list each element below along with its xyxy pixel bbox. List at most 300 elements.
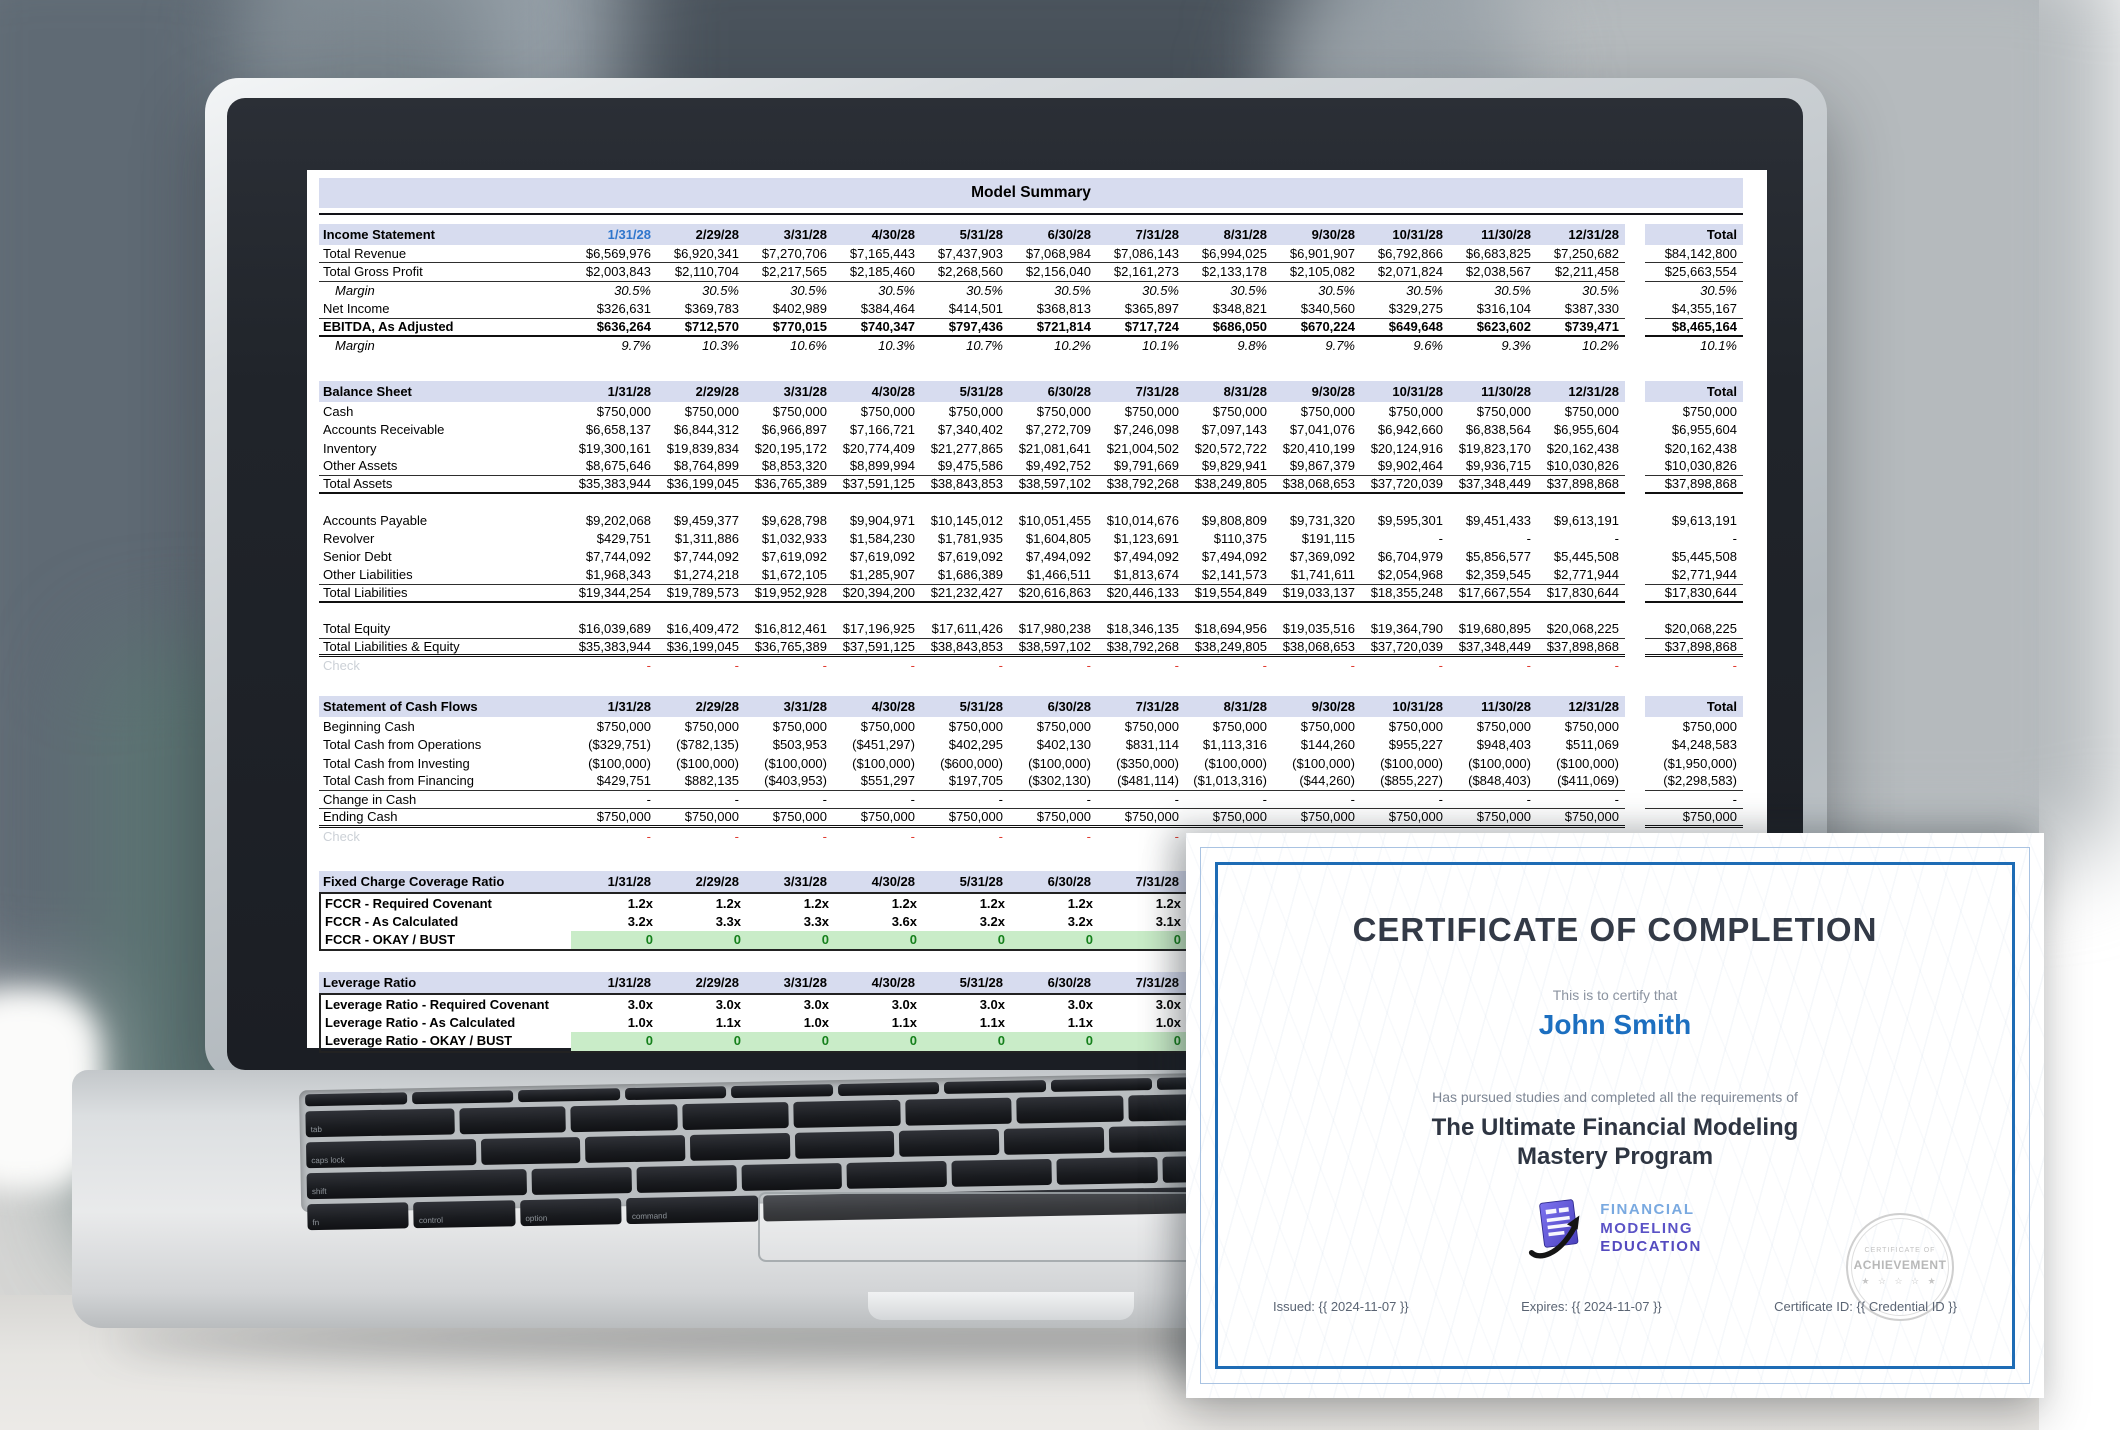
value-cell: 10.7%: [966, 338, 1003, 354]
value-cell: ($329,751): [588, 737, 651, 753]
value-cell: $1,781,935: [937, 531, 1003, 547]
value-cell: $717,724: [1097, 319, 1185, 337]
value-cell: $8,899,994: [833, 458, 921, 476]
value-cell: $1,123,691: [1113, 531, 1179, 547]
value-cell: $20,195,172: [754, 440, 827, 456]
value-cell: $402,295: [948, 737, 1003, 753]
value-cell: $6,920,341: [657, 245, 745, 263]
value-cell: $20,410,199: [1282, 440, 1355, 456]
row-label: Total Equity: [319, 620, 569, 638]
value-cell: -: [734, 829, 739, 845]
value-cell: 30.5%: [1230, 283, 1267, 299]
total-column-header: Total: [1645, 224, 1743, 245]
column-header: 11/30/28: [1449, 696, 1537, 717]
value-cell: 3.0x: [1067, 996, 1093, 1012]
value-cell: 9.6%: [1413, 338, 1443, 354]
keyboard-key: [459, 1106, 566, 1134]
value-cell: [1009, 603, 1097, 620]
value-cell: $750,000: [1449, 809, 1537, 827]
total-cell: $9,613,191: [1671, 512, 1737, 528]
value-cell: [657, 494, 745, 511]
value-cell: $38,597,102: [1009, 639, 1097, 657]
value-cell: ($100,000): [1028, 755, 1091, 771]
value-cell: $8,853,320: [745, 458, 833, 476]
value-cell: 0: [659, 1032, 747, 1050]
value-cell: $316,104: [1449, 300, 1537, 318]
value-cell: ($600,000): [940, 755, 1003, 771]
row-label: Leverage Ratio - As Calculated: [325, 1015, 516, 1031]
total-cell: $6,955,604: [1671, 422, 1737, 438]
value-cell: [833, 603, 921, 620]
keyboard-key: [905, 1098, 1012, 1126]
total-cell: -: [1645, 791, 1743, 809]
value-cell: [1273, 603, 1361, 620]
value-cell: $7,494,092: [1025, 549, 1091, 565]
value-cell: 9.7%: [621, 338, 651, 354]
value-cell: -: [1438, 531, 1443, 547]
row-label: Check: [323, 829, 360, 845]
value-cell: $38,068,653: [1273, 639, 1361, 657]
value-cell: $37,898,868: [1537, 476, 1625, 494]
total-cell: -: [1732, 658, 1737, 674]
keyboard-key: [585, 1135, 685, 1163]
value-cell: $750,000: [596, 718, 651, 734]
section-label: Income Statement: [319, 224, 569, 245]
value-cell: $750,000: [1124, 718, 1179, 734]
value-cell: $110,375: [1213, 531, 1267, 547]
value-cell: 0: [1099, 1032, 1187, 1050]
column-gutter: [1625, 657, 1645, 675]
value-cell: $750,000: [1212, 718, 1267, 734]
column-gutter: [1625, 548, 1645, 566]
value-cell: $19,952,928: [745, 585, 833, 603]
value-cell: $402,989: [745, 300, 833, 318]
row-label: Other Assets: [319, 458, 569, 476]
value-cell: 30.5%: [1406, 283, 1443, 299]
value-cell: 3.2x: [1067, 913, 1093, 929]
column-header: 3/31/28: [745, 696, 833, 717]
fme-logo-line3: EDUCATION: [1600, 1238, 1702, 1256]
value-cell: $38,249,805: [1185, 639, 1273, 657]
row-label: Net Income: [319, 300, 569, 318]
value-cell: 3.3x: [715, 913, 741, 929]
column-gutter: [1625, 791, 1645, 809]
value-cell: 1.0x: [1155, 1015, 1181, 1031]
table-row: [319, 476, 1743, 494]
value-cell: $7,250,682: [1537, 245, 1625, 263]
row-label: Beginning Cash: [323, 718, 415, 734]
value-cell: $750,000: [745, 809, 833, 827]
keyboard-key: [305, 1108, 454, 1137]
keyboard-key: [1016, 1096, 1123, 1124]
value-cell: $9,791,669: [1097, 458, 1185, 476]
value-cell: $1,113,316: [1202, 737, 1267, 753]
value-cell: $18,346,135: [1097, 620, 1185, 638]
value-cell: $9,829,941: [1185, 458, 1273, 476]
value-cell: $36,765,389: [745, 639, 833, 657]
column-gutter: [1625, 809, 1645, 827]
row-label: [319, 603, 569, 620]
value-cell: $387,330: [1537, 300, 1625, 318]
value-cell: $6,683,825: [1449, 245, 1537, 263]
column-gutter: [1625, 245, 1645, 263]
certify-line: This is to certify that: [1552, 987, 1678, 1003]
key-label: command: [631, 1211, 668, 1222]
total-cell: [1645, 603, 1743, 620]
value-cell: $7,494,092: [1113, 549, 1179, 565]
value-cell: $2,133,178: [1185, 263, 1273, 281]
column-header: 6/30/28: [1009, 224, 1097, 245]
row-label: Total Gross Profit: [319, 263, 569, 281]
value-cell: $7,619,092: [849, 549, 915, 565]
value-cell: 1.2x: [1067, 895, 1093, 911]
value-cell: $36,199,045: [657, 476, 745, 494]
value-cell: $8,764,899: [657, 458, 745, 476]
value-cell: $329,275: [1361, 300, 1449, 318]
value-cell: $17,667,554: [1449, 585, 1537, 603]
value-cell: [1361, 494, 1449, 511]
value-cell: -: [822, 829, 827, 845]
keyboard-key: [520, 1198, 622, 1226]
keyboard-key: [624, 1086, 726, 1100]
value-cell: $750,000: [921, 809, 1009, 827]
total-cell: $2,771,944: [1645, 566, 1743, 584]
value-cell: $750,000: [1009, 809, 1097, 827]
total-cell: $4,248,583: [1671, 737, 1737, 753]
column-header: 7/31/28: [1097, 696, 1185, 717]
fme-logo-line2: MODELING: [1600, 1219, 1694, 1237]
value-cell: -: [1086, 658, 1091, 674]
column-header: 10/31/28: [1361, 224, 1449, 245]
column-header: 2/29/28: [657, 871, 745, 892]
value-cell: [569, 494, 657, 511]
value-cell: $750,000: [1124, 403, 1179, 419]
value-cell: 1.0x: [803, 1015, 829, 1031]
value-cell: -: [1174, 829, 1179, 845]
value-cell: -: [745, 791, 833, 809]
value-cell: [921, 494, 1009, 511]
value-cell: $1,741,611: [1273, 566, 1361, 584]
total-cell: $750,000: [1645, 809, 1743, 827]
value-cell: $19,300,161: [578, 440, 651, 456]
table-row: [319, 439, 1743, 457]
value-cell: $19,839,834: [666, 440, 739, 456]
value-cell: $6,569,976: [569, 245, 657, 263]
trackpad: [758, 1192, 1198, 1262]
total-cell: ($2,298,583): [1645, 773, 1743, 791]
column-header: 12/31/28: [1537, 224, 1625, 245]
value-cell: 0: [1011, 931, 1099, 949]
row-label: Cash: [323, 403, 354, 419]
value-cell: $2,003,843: [569, 263, 657, 281]
value-cell: $9,451,433: [1465, 512, 1531, 528]
column-gutter: [1625, 337, 1645, 355]
keyboard-key: [952, 1159, 1053, 1187]
value-cell: $750,000: [860, 403, 915, 419]
value-cell: -: [921, 791, 1009, 809]
section-label: Balance Sheet: [319, 381, 569, 402]
column-gutter: [1625, 476, 1645, 494]
value-cell: 1.2x: [715, 895, 741, 911]
value-cell: $1,968,343: [569, 566, 657, 584]
value-cell: $6,658,137: [585, 422, 651, 438]
keyboard-key: [412, 1090, 514, 1104]
keyboard-key: [794, 1100, 901, 1128]
value-cell: $831,114: [1125, 737, 1179, 753]
value-cell: $369,783: [657, 300, 745, 318]
value-cell: [1185, 603, 1273, 620]
column-header: 5/31/28: [921, 972, 1009, 993]
column-gutter: [1625, 736, 1645, 754]
value-cell: ($100,000): [676, 755, 739, 771]
row-label: Accounts Receivable: [323, 422, 445, 438]
value-cell: $21,081,641: [1018, 440, 1091, 456]
total-cell: -: [1732, 531, 1737, 547]
total-column-header: Total: [1645, 696, 1743, 717]
value-cell: $5,856,577: [1465, 549, 1531, 565]
column-gutter: [1625, 263, 1645, 281]
value-cell: $6,704,979: [1377, 549, 1443, 565]
column-gutter: [1625, 696, 1645, 717]
column-header: 1/31/28: [569, 871, 657, 892]
column-header: 5/31/28: [921, 696, 1009, 717]
value-cell: $340,560: [1273, 300, 1361, 318]
seal-line1: CERTIFICATE OF: [1864, 1247, 1936, 1254]
key-label: shift: [311, 1186, 327, 1197]
value-cell: ($782,135): [676, 737, 739, 753]
column-header: 1/31/28: [569, 696, 657, 717]
value-cell: $18,355,248: [1361, 585, 1449, 603]
value-cell: ($100,000): [1292, 755, 1355, 771]
total-cell: $10,030,826: [1645, 458, 1743, 476]
column-gutter: [1625, 773, 1645, 791]
value-cell: $2,156,040: [1009, 263, 1097, 281]
value-cell: $368,813: [1009, 300, 1097, 318]
keyboard-key: [1050, 1078, 1152, 1092]
value-cell: 30.5%: [1054, 283, 1091, 299]
value-cell: $750,000: [948, 403, 1003, 419]
column-gutter: [1625, 620, 1645, 638]
recipient-name: John Smith: [1538, 1009, 1692, 1040]
table-row: [319, 458, 1743, 476]
value-cell: ($403,953): [745, 773, 833, 791]
section-header-row: [319, 224, 1743, 245]
column-gutter: [1625, 421, 1645, 439]
value-cell: -: [1097, 791, 1185, 809]
value-cell: $750,000: [1185, 809, 1273, 827]
value-cell: $1,584,230: [849, 531, 915, 547]
value-cell: ($100,000): [588, 755, 651, 771]
value-cell: [745, 603, 833, 620]
value-cell: $429,751: [569, 773, 657, 791]
column-header: 7/31/28: [1097, 224, 1185, 245]
value-cell: ($100,000): [764, 755, 827, 771]
table-row: [319, 319, 1743, 337]
value-cell: -: [1449, 791, 1537, 809]
page-title: Model Summary: [971, 184, 1091, 201]
value-cell: [921, 603, 1009, 620]
value-cell: $649,648: [1361, 319, 1449, 337]
value-cell: $750,000: [860, 718, 915, 734]
value-cell: $9,459,377: [673, 512, 739, 528]
value-cell: $19,344,254: [569, 585, 657, 603]
value-cell: $21,004,502: [1106, 440, 1179, 456]
total-cell: $4,355,167: [1645, 300, 1743, 318]
value-cell: $17,196,925: [833, 620, 921, 638]
row-label: Revolver: [323, 531, 375, 547]
section-label: Leverage Ratio: [319, 972, 569, 993]
column-header: 4/30/28: [833, 381, 921, 402]
table-row: [319, 282, 1743, 300]
total-cell: $37,898,868: [1645, 476, 1743, 494]
column-gutter: [1625, 585, 1645, 603]
column-header: 9/30/28: [1273, 224, 1361, 245]
value-cell: -: [1086, 829, 1091, 845]
column-gutter: [1625, 754, 1645, 772]
value-cell: $1,032,933: [761, 531, 827, 547]
keyboard-key: [480, 1137, 580, 1165]
row-label: Total Cash from Investing: [323, 755, 470, 771]
certificate-footer: [1273, 1299, 1957, 1314]
value-cell: ($44,260): [1273, 773, 1361, 791]
value-cell: $7,270,706: [745, 245, 833, 263]
value-cell: $7,272,709: [1025, 422, 1091, 438]
value-cell: $5,445,508: [1553, 549, 1619, 565]
value-cell: $37,720,039: [1361, 476, 1449, 494]
column-gutter: [1625, 603, 1645, 620]
value-cell: $37,898,868: [1537, 639, 1625, 657]
value-cell: $7,246,098: [1113, 422, 1179, 438]
keyboard-key: [837, 1082, 939, 1096]
column-gutter: [1625, 402, 1645, 420]
value-cell: -: [822, 658, 827, 674]
value-cell: 1.1x: [715, 1015, 741, 1031]
value-cell: ($350,000): [1116, 755, 1179, 771]
row-label: Margin: [335, 338, 375, 354]
value-cell: 0: [747, 1032, 835, 1050]
value-cell: 0: [923, 931, 1011, 949]
column-header: 12/31/28: [1537, 696, 1625, 717]
value-cell: $9,936,715: [1449, 458, 1537, 476]
table-row: [319, 809, 1743, 827]
value-cell: -: [1438, 658, 1443, 674]
value-cell: $1,813,674: [1097, 566, 1185, 584]
value-cell: $750,000: [1097, 809, 1185, 827]
row-label: FCCR - As Calculated: [325, 913, 459, 929]
total-cell: ($1,950,000): [1663, 755, 1737, 771]
table-row: [319, 736, 1743, 754]
value-cell: $623,602: [1449, 319, 1537, 337]
value-cell: $9,628,798: [761, 512, 827, 528]
table-row: [319, 402, 1743, 420]
value-cell: $750,000: [1564, 718, 1619, 734]
column-header: 6/30/28: [1009, 381, 1097, 402]
value-cell: [657, 603, 745, 620]
key-label: tab: [310, 1124, 322, 1135]
table-row: [319, 717, 1743, 735]
value-cell: $750,000: [1036, 718, 1091, 734]
keyboard-key: [637, 1165, 738, 1193]
total-cell: $37,898,868: [1645, 639, 1743, 657]
value-cell: $9,613,191: [1553, 512, 1619, 528]
value-cell: $38,792,268: [1097, 476, 1185, 494]
value-cell: $750,000: [1361, 809, 1449, 827]
value-cell: $750,000: [772, 718, 827, 734]
value-cell: $750,000: [569, 809, 657, 827]
value-cell: 30.5%: [1318, 283, 1355, 299]
value-cell: $20,124,916: [1370, 440, 1443, 456]
column-gutter: [1625, 439, 1645, 457]
value-cell: $7,041,076: [1289, 422, 1355, 438]
value-cell: $6,955,604: [1553, 422, 1619, 438]
total-cell: $5,445,508: [1671, 549, 1737, 565]
row-label: [319, 494, 569, 511]
value-cell: $1,686,389: [921, 566, 1009, 584]
value-cell: $38,597,102: [1009, 476, 1097, 494]
total-cell: $17,830,644: [1645, 585, 1743, 603]
row-label: Inventory: [323, 440, 377, 456]
keyboard-key: [847, 1161, 948, 1189]
row-label: Check: [323, 658, 360, 674]
value-cell: -: [1009, 791, 1097, 809]
value-cell: $38,843,853: [921, 476, 1009, 494]
value-cell: 3.0x: [803, 996, 829, 1012]
keyboard-key: [306, 1139, 476, 1168]
row-label: FCCR - Required Covenant: [325, 895, 492, 911]
value-cell: [1537, 603, 1625, 620]
value-cell: 10.3%: [702, 338, 739, 354]
value-cell: $750,000: [1388, 718, 1443, 734]
fme-logo-icon: [1528, 1194, 1590, 1265]
value-cell: $2,359,545: [1449, 566, 1537, 584]
column-header: 11/30/28: [1449, 381, 1537, 402]
column-header: 3/31/28: [745, 972, 833, 993]
keyboard-key: [305, 1092, 407, 1106]
value-cell: ($302,130): [1009, 773, 1097, 791]
column-gutter: [1625, 566, 1645, 584]
table-row: [319, 657, 1743, 675]
value-cell: $197,705: [921, 773, 1009, 791]
value-cell: 0: [571, 931, 659, 949]
column-header: 1/31/28: [569, 972, 657, 993]
value-cell: -: [1526, 531, 1531, 547]
value-cell: 3.2x: [979, 913, 1005, 929]
value-cell: $6,901,907: [1273, 245, 1361, 263]
column-header: 12/31/28: [1537, 381, 1625, 402]
row-label: Total Liabilities: [319, 585, 569, 603]
value-cell: $38,249,805: [1185, 476, 1273, 494]
value-cell: 1.2x: [1155, 895, 1181, 911]
value-cell: $402,130: [1036, 737, 1091, 753]
program-name-line1: The Ultimate Financial Modeling: [1431, 1114, 1799, 1141]
value-cell: $19,823,170: [1458, 440, 1531, 456]
certificate-title: CERTIFICATE OF COMPLETION: [1352, 911, 1878, 948]
row-label: Other Liabilities: [319, 566, 569, 584]
keyboard-key: [944, 1080, 1046, 1094]
column-header: 9/30/28: [1273, 381, 1361, 402]
column-gutter: [1625, 511, 1645, 529]
value-cell: $19,033,137: [1273, 585, 1361, 603]
table-row: [319, 245, 1743, 263]
column-header: 3/31/28: [745, 871, 833, 892]
value-cell: $9,904,971: [849, 512, 915, 528]
value-cell: 3.0x: [715, 996, 741, 1012]
value-cell: -: [1361, 791, 1449, 809]
keyboard-key: [1057, 1157, 1158, 1185]
value-cell: $7,369,092: [1289, 549, 1355, 565]
value-cell: -: [998, 829, 1003, 845]
section-label: Statement of Cash Flows: [319, 696, 569, 717]
